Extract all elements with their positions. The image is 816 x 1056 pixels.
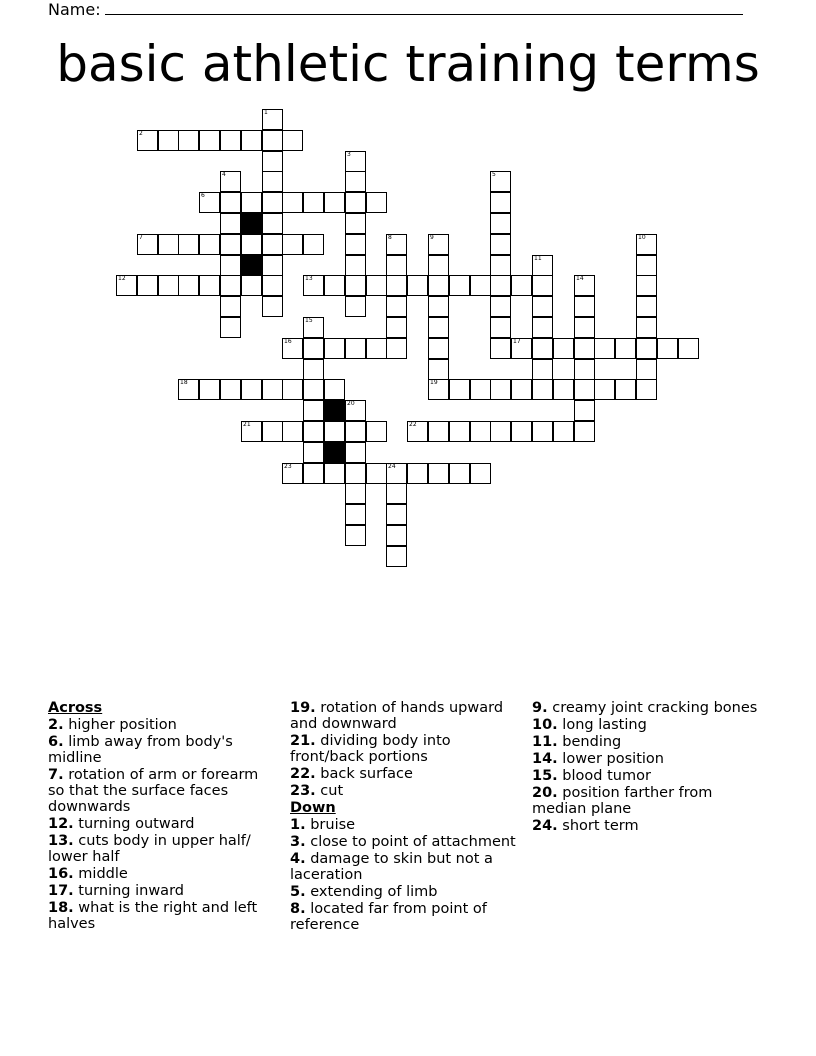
- grid-cell[interactable]: [137, 275, 158, 296]
- clue-item: 18. what is the right and left halves: [48, 900, 258, 932]
- grid-cell[interactable]: [220, 275, 241, 296]
- clue-item: 10. long lasting: [532, 717, 647, 733]
- grid-cell[interactable]: [386, 275, 407, 296]
- grid-cell[interactable]: [303, 359, 324, 380]
- grid-cell[interactable]: [532, 338, 553, 359]
- grid-cell[interactable]: [636, 234, 657, 255]
- grid-cell[interactable]: [490, 213, 511, 234]
- grid-cell[interactable]: [407, 275, 428, 296]
- grid-cell[interactable]: [470, 275, 491, 296]
- grid-cell[interactable]: [386, 338, 407, 359]
- clue-num: 15.: [532, 768, 558, 784]
- grid-cell[interactable]: [220, 296, 241, 317]
- grid-cell[interactable]: [386, 463, 407, 484]
- grid-cell[interactable]: [262, 151, 283, 172]
- grid-cell[interactable]: [636, 255, 657, 276]
- grid-cell[interactable]: [303, 338, 324, 359]
- grid-cell[interactable]: [470, 463, 491, 484]
- grid-cell[interactable]: [262, 213, 283, 234]
- clue-item: 2. higher position: [48, 717, 177, 733]
- grid-cell[interactable]: [282, 130, 303, 151]
- grid-cell[interactable]: [490, 379, 511, 400]
- grid-cell[interactable]: [636, 296, 657, 317]
- clue-item: 12. turning outward: [48, 816, 195, 832]
- grid-cell[interactable]: [282, 192, 303, 213]
- clue-item: 24. short term: [532, 818, 639, 834]
- grid-cell[interactable]: [158, 275, 179, 296]
- clue-number: 7: [139, 234, 143, 241]
- grid-cell[interactable]: [303, 234, 324, 255]
- grid-cell[interactable]: [428, 234, 449, 255]
- grid-cell[interactable]: [511, 275, 532, 296]
- grid-cell[interactable]: [220, 317, 241, 338]
- name-underline: [105, 0, 743, 15]
- grid-cell[interactable]: [324, 338, 345, 359]
- clue-num: 2.: [48, 717, 64, 733]
- grid-cell[interactable]: [345, 525, 366, 546]
- grid-cell[interactable]: [262, 296, 283, 317]
- clue-item: 1. bruise: [290, 817, 356, 833]
- grid-cell[interactable]: [511, 379, 532, 400]
- grid-cell[interactable]: [574, 359, 595, 380]
- clue-item: 15. blood tumor: [532, 768, 651, 784]
- grid-cell[interactable]: [511, 338, 532, 359]
- grid-cell[interactable]: [532, 317, 553, 338]
- grid-cell[interactable]: [324, 421, 345, 442]
- clue-item: 23. cut: [290, 783, 344, 799]
- clue-num: 20.: [532, 785, 558, 801]
- clue-num: 7.: [48, 767, 64, 783]
- grid-cell[interactable]: [490, 192, 511, 213]
- grid-cell[interactable]: [303, 379, 324, 400]
- grid-cell[interactable]: [386, 255, 407, 276]
- grid-cell[interactable]: [303, 400, 324, 421]
- clue-number: 18: [180, 379, 188, 386]
- clue-number: 2: [139, 130, 143, 137]
- clue-item: 17. turning inward: [48, 883, 184, 899]
- clue-number: 23: [284, 463, 292, 470]
- grid-cell[interactable]: [428, 296, 449, 317]
- grid-cell[interactable]: [345, 338, 366, 359]
- clue-number: 6: [201, 192, 205, 199]
- grid-cell[interactable]: [428, 317, 449, 338]
- grid-cell[interactable]: [386, 296, 407, 317]
- grid-cell[interactable]: [490, 421, 511, 442]
- clue-number: 17: [513, 338, 521, 345]
- clue-item: 8. located far from point of reference: [290, 901, 487, 933]
- grid-cell[interactable]: [262, 379, 283, 400]
- grid-cell[interactable]: [241, 379, 262, 400]
- clue-item: 20. position farther from median plane: [532, 785, 713, 817]
- grid-cell[interactable]: [386, 546, 407, 567]
- clue-num: 12.: [48, 816, 74, 832]
- grid-cell[interactable]: [615, 338, 636, 359]
- grid-cell[interactable]: [345, 442, 366, 463]
- grid-block-cell: [241, 255, 262, 276]
- clue-num: 5.: [290, 884, 306, 900]
- grid-cell[interactable]: [345, 213, 366, 234]
- clue-number: 19: [430, 379, 438, 386]
- grid-cell[interactable]: [574, 317, 595, 338]
- clue-number: 24: [388, 463, 396, 470]
- name-field[interactable]: [48, 0, 743, 19]
- grid-cell[interactable]: [428, 463, 449, 484]
- grid-cell[interactable]: [490, 296, 511, 317]
- grid-cell[interactable]: [345, 296, 366, 317]
- grid-cell[interactable]: [636, 359, 657, 380]
- grid-cell[interactable]: [262, 421, 283, 442]
- grid-cell[interactable]: [262, 275, 283, 296]
- grid-cell[interactable]: [449, 379, 470, 400]
- clue-item: 3. close to point of attachment: [290, 834, 516, 850]
- grid-cell[interactable]: [282, 234, 303, 255]
- clue-num: 4.: [290, 851, 306, 867]
- clue-number: 1: [264, 109, 268, 116]
- grid-cell[interactable]: [282, 338, 303, 359]
- clue-number: 22: [409, 421, 417, 428]
- clue-number: 16: [284, 338, 292, 345]
- clue-num: 9.: [532, 700, 548, 716]
- grid-cell[interactable]: [490, 338, 511, 359]
- clue-num: 8.: [290, 901, 306, 917]
- clue-item: 7. rotation of arm or forearm so that the surface faces downwards: [48, 767, 259, 815]
- grid-cell[interactable]: [199, 130, 220, 151]
- grid-cell[interactable]: [158, 234, 179, 255]
- grid-cell[interactable]: [178, 379, 199, 400]
- grid-cell[interactable]: [303, 463, 324, 484]
- clue-num: 13.: [48, 833, 74, 849]
- clue-item: 14. lower position: [532, 751, 664, 767]
- clue-number: 5: [492, 171, 496, 178]
- grid-cell[interactable]: [574, 296, 595, 317]
- grid-cell[interactable]: [262, 255, 283, 276]
- grid-cell[interactable]: [636, 379, 657, 400]
- clue-num: 14.: [532, 751, 558, 767]
- grid-cell[interactable]: [199, 275, 220, 296]
- clue-num: 11.: [532, 734, 558, 750]
- grid-cell[interactable]: [345, 463, 366, 484]
- grid-block-cell: [324, 400, 345, 421]
- clue-number: 8: [388, 234, 392, 241]
- grid-cell[interactable]: [470, 421, 491, 442]
- grid-cell[interactable]: [345, 171, 366, 192]
- clue-item: 22. back surface: [290, 766, 413, 782]
- grid-cell[interactable]: [428, 421, 449, 442]
- grid-cell[interactable]: [615, 379, 636, 400]
- grid-cell[interactable]: [137, 130, 158, 151]
- clues-column-3: [532, 700, 758, 835]
- clue-number: 12: [118, 275, 126, 282]
- clue-number: 4: [222, 171, 226, 178]
- grid-cell[interactable]: [636, 317, 657, 338]
- clue-num: 6.: [48, 734, 64, 750]
- clue-num: 19.: [290, 700, 316, 716]
- grid-cell[interactable]: [490, 234, 511, 255]
- grid-cell[interactable]: [345, 255, 366, 276]
- grid-cell[interactable]: [553, 379, 574, 400]
- grid-cell[interactable]: [303, 442, 324, 463]
- grid-cell[interactable]: [303, 317, 324, 338]
- grid-cell[interactable]: [594, 379, 615, 400]
- name-label: Name:: [48, 0, 101, 19]
- grid-cell[interactable]: [262, 234, 283, 255]
- clue-num: 10.: [532, 717, 558, 733]
- clue-number: 15: [305, 317, 313, 324]
- grid-cell[interactable]: [553, 338, 574, 359]
- grid-cell[interactable]: [386, 504, 407, 525]
- clue-item: 13. cuts body in upper half/ lower half: [48, 833, 251, 865]
- clue-number: 21: [243, 421, 251, 428]
- grid-cell[interactable]: [532, 421, 553, 442]
- grid-cell[interactable]: [199, 234, 220, 255]
- grid-cell[interactable]: [470, 379, 491, 400]
- grid-cell[interactable]: [220, 130, 241, 151]
- clue-item: 5. extending of limb: [290, 884, 438, 900]
- grid-cell[interactable]: [366, 275, 387, 296]
- clue-num: 21.: [290, 733, 316, 749]
- page-title: basic athletic training terms: [56, 35, 760, 93]
- grid-cell[interactable]: [490, 255, 511, 276]
- grid-cell[interactable]: [594, 338, 615, 359]
- grid-cell[interactable]: [532, 296, 553, 317]
- grid-cell[interactable]: [220, 255, 241, 276]
- grid-cell[interactable]: [449, 275, 470, 296]
- grid-cell[interactable]: [199, 192, 220, 213]
- clue-heading: Down: [290, 800, 336, 816]
- grid-cell[interactable]: [636, 275, 657, 296]
- clue-num: 17.: [48, 883, 74, 899]
- grid-cell[interactable]: [345, 400, 366, 421]
- grid-cell[interactable]: [657, 338, 678, 359]
- grid-cell[interactable]: [386, 234, 407, 255]
- grid-cell[interactable]: [345, 275, 366, 296]
- clue-number: 9: [430, 234, 434, 241]
- grid-cell[interactable]: [490, 317, 511, 338]
- clue-num: 23.: [290, 783, 316, 799]
- grid-cell[interactable]: [282, 379, 303, 400]
- grid-cell[interactable]: [407, 463, 428, 484]
- grid-cell[interactable]: [574, 275, 595, 296]
- grid-cell[interactable]: [428, 338, 449, 359]
- grid-cell[interactable]: [345, 234, 366, 255]
- grid-cell[interactable]: [574, 421, 595, 442]
- grid-cell[interactable]: [449, 463, 470, 484]
- grid-cell[interactable]: [199, 379, 220, 400]
- grid-cell[interactable]: [262, 192, 283, 213]
- grid-cell[interactable]: [220, 234, 241, 255]
- clue-item: 4. damage to skin but not a laceration: [290, 851, 493, 883]
- clue-num: 16.: [48, 866, 74, 882]
- grid-cell[interactable]: [303, 192, 324, 213]
- clue-number: 20: [347, 400, 355, 407]
- grid-cell[interactable]: [532, 379, 553, 400]
- grid-cell[interactable]: [241, 421, 262, 442]
- clue-num: 18.: [48, 900, 74, 916]
- grid-cell[interactable]: [241, 192, 262, 213]
- grid-cell[interactable]: [282, 421, 303, 442]
- clue-number: 13: [305, 275, 313, 282]
- grid-cell[interactable]: [241, 130, 262, 151]
- grid-cell[interactable]: [574, 338, 595, 359]
- grid-cell[interactable]: [345, 151, 366, 172]
- grid-cell[interactable]: [345, 421, 366, 442]
- grid-cell[interactable]: [324, 379, 345, 400]
- clue-item: 16. middle: [48, 866, 128, 882]
- grid-cell[interactable]: [262, 109, 283, 130]
- grid-cell[interactable]: [574, 400, 595, 421]
- grid-cell[interactable]: [303, 275, 324, 296]
- grid-cell[interactable]: [366, 463, 387, 484]
- grid-cell[interactable]: [386, 525, 407, 546]
- grid-block-cell: [241, 213, 262, 234]
- grid-cell[interactable]: [366, 192, 387, 213]
- clue-item: 6. limb away from body's midline: [48, 734, 233, 766]
- grid-cell[interactable]: [220, 213, 241, 234]
- clue-number: 11: [534, 255, 542, 262]
- grid-cell[interactable]: [324, 192, 345, 213]
- grid-cell[interactable]: [366, 338, 387, 359]
- grid-cell[interactable]: [428, 275, 449, 296]
- grid-cell[interactable]: [241, 275, 262, 296]
- clue-item: 19. rotation of hands upward and downward: [290, 700, 504, 732]
- clue-item: 11. bending: [532, 734, 622, 750]
- grid-cell[interactable]: [490, 275, 511, 296]
- grid-cell[interactable]: [178, 130, 199, 151]
- grid-cell[interactable]: [345, 192, 366, 213]
- grid-cell[interactable]: [511, 421, 532, 442]
- clue-number: 10: [638, 234, 646, 241]
- grid-cell[interactable]: [303, 421, 324, 442]
- clues-column-1: [48, 700, 274, 933]
- grid-cell[interactable]: [428, 359, 449, 380]
- grid-cell[interactable]: [324, 275, 345, 296]
- grid-cell[interactable]: [532, 255, 553, 276]
- grid-cell[interactable]: [449, 421, 470, 442]
- clue-number: 3: [347, 151, 351, 158]
- grid-cell[interactable]: [386, 317, 407, 338]
- grid-cell[interactable]: [428, 379, 449, 400]
- grid-cell[interactable]: [220, 192, 241, 213]
- grid-cell[interactable]: [490, 171, 511, 192]
- grid-cell[interactable]: [345, 504, 366, 525]
- clue-num: 22.: [290, 766, 316, 782]
- grid-cell[interactable]: [345, 483, 366, 504]
- grid-cell[interactable]: [574, 379, 595, 400]
- grid-cell[interactable]: [178, 234, 199, 255]
- grid-cell[interactable]: [116, 275, 137, 296]
- grid-cell[interactable]: [137, 234, 158, 255]
- grid-cell[interactable]: [636, 338, 657, 359]
- grid-cell[interactable]: [428, 255, 449, 276]
- clue-heading: Across: [48, 700, 103, 716]
- grid-cell[interactable]: [366, 421, 387, 442]
- grid-cell[interactable]: [178, 275, 199, 296]
- grid-cell[interactable]: [324, 463, 345, 484]
- grid-cell[interactable]: [158, 130, 179, 151]
- grid-cell[interactable]: [407, 421, 428, 442]
- clue-item: 9. creamy joint cracking bones: [532, 700, 758, 716]
- grid-cell[interactable]: [553, 421, 574, 442]
- grid-cell[interactable]: [220, 379, 241, 400]
- grid-block-cell: [324, 442, 345, 463]
- grid-cell[interactable]: [678, 338, 699, 359]
- grid-cell[interactable]: [532, 359, 553, 380]
- grid-cell[interactable]: [241, 234, 262, 255]
- clue-number: 14: [576, 275, 584, 282]
- clues-column-2: [290, 700, 516, 934]
- clue-num: 1.: [290, 817, 306, 833]
- clue-item: 21. dividing body into front/back portions: [290, 733, 451, 765]
- grid-cell[interactable]: [282, 463, 303, 484]
- grid-cell[interactable]: [386, 483, 407, 504]
- grid-cell[interactable]: [220, 171, 241, 192]
- grid-cell[interactable]: [262, 130, 283, 151]
- clue-num: 3.: [290, 834, 306, 850]
- grid-cell[interactable]: [532, 275, 553, 296]
- clue-num: 24.: [532, 818, 558, 834]
- grid-cell[interactable]: [262, 171, 283, 192]
